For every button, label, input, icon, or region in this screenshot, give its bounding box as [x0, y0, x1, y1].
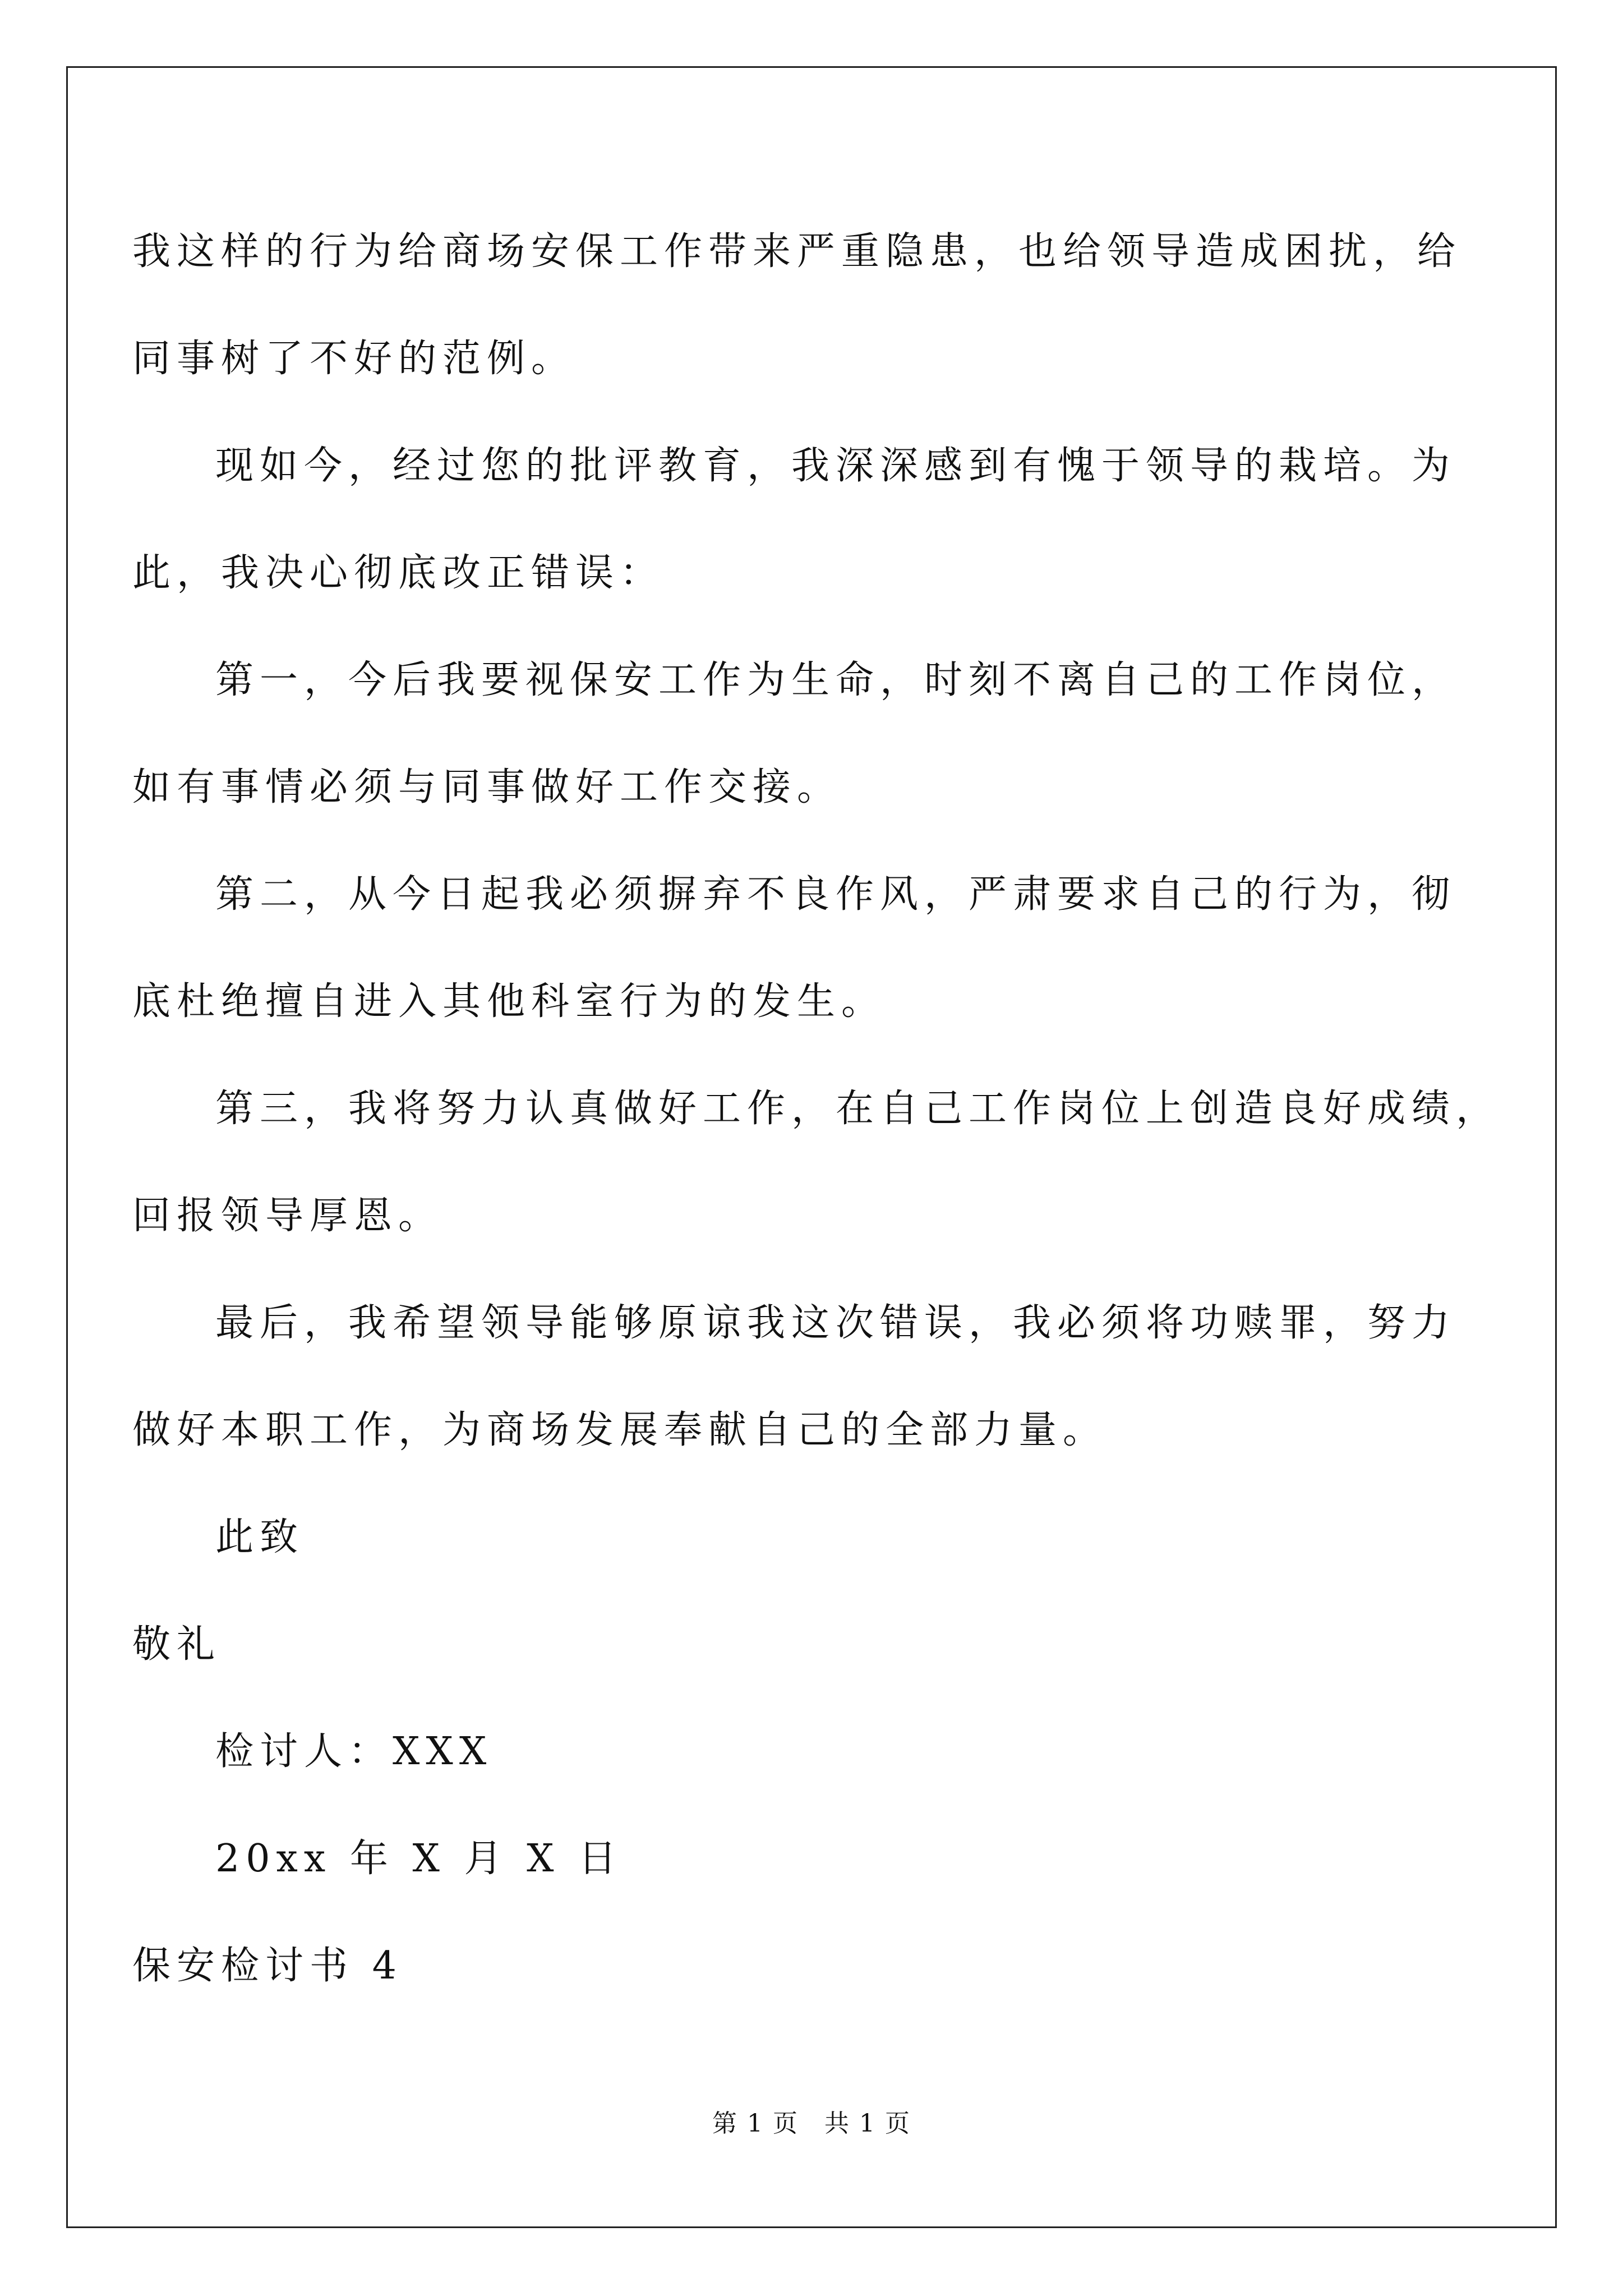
paragraph-3-line-1: 第一，今后我要视保安工作为生命，时刻不离自己的工作岗位， [215, 658, 1456, 702]
page-footer: 第 1 页 共 1 页 [712, 2109, 911, 2138]
paragraph-2-line-2: 此，我决心彻底改正错误： [132, 551, 665, 595]
paragraph-4-line-2: 底杜绝擅自进入其他科室行为的发生。 [132, 979, 886, 1024]
salute-text: 敬礼 [132, 1622, 222, 1667]
paragraph-6-line-1: 最后，我希望领导能够原谅我这次错误，我必须将功赎罪，努力 [215, 1301, 1456, 1345]
next-section-title: 保安检讨书 4 [132, 1944, 403, 1988]
paragraph-4-line-1: 第二，从今日起我必须摒弃不良作风，严肃要求自己的行为，彻 [215, 872, 1456, 917]
paragraph-5-line-1: 第三，我将努力认真做好工作，在自己工作岗位上创造良好成绩， [215, 1087, 1501, 1131]
closing-text: 此致 [215, 1515, 305, 1559]
date-line: 20xx 年 X 月 X 日 [215, 1837, 623, 1881]
signer-line: 检讨人：XXX [215, 1729, 493, 1774]
paragraph-5-line-2: 回报领导厚恩。 [132, 1194, 443, 1238]
paragraph-1-line-2: 同事树了不好的范例。 [132, 337, 576, 381]
paragraph-6-line-2: 做好本职工作，为商场发展奉献自己的全部力量。 [132, 1408, 1108, 1452]
paragraph-1-line-1: 我这样的行为给商场安保工作带来严重隐患，也给领导造成困扰，给 [132, 229, 1462, 274]
page-border [66, 66, 1557, 2228]
paragraph-3-line-2: 如有事情必须与同事做好工作交接。 [132, 765, 842, 809]
paragraph-2-line-1: 现如今，经过您的批评教育，我深深感到有愧于领导的栽培。为 [215, 444, 1456, 488]
